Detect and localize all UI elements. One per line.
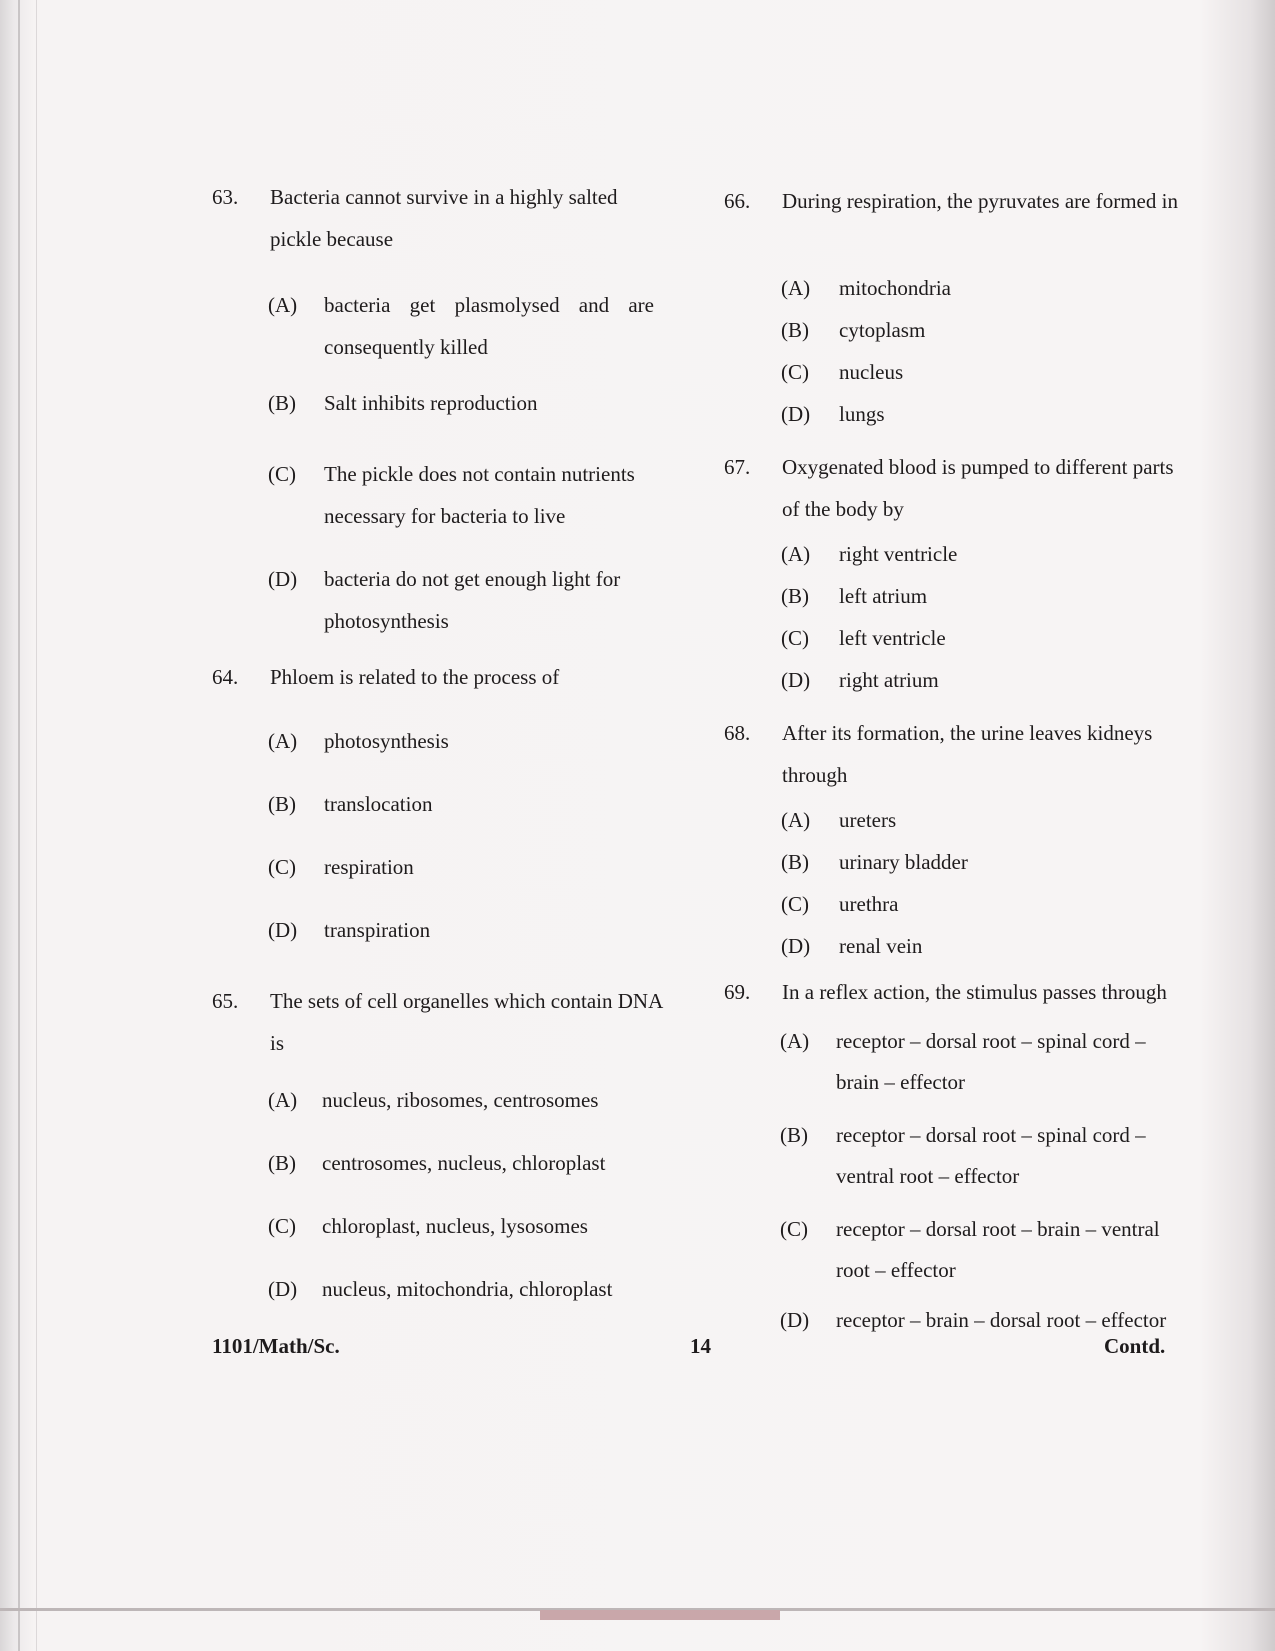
question-text: After its formation, the urine leaves kidneys through [782, 721, 1153, 787]
option-label: (B) [268, 792, 296, 816]
option-label: (C) [268, 1214, 296, 1238]
option-label: (B) [268, 391, 296, 415]
option-label: (D) [268, 1277, 298, 1301]
option-text: receptor – brain – dorsal root – effector [836, 1308, 1167, 1332]
option-label: (C) [780, 1217, 808, 1241]
option-text: receptor – dorsal root – spinal cord – ventral root – effector [836, 1123, 1146, 1188]
option-label: (D) [781, 668, 811, 692]
option-label: (B) [780, 1123, 808, 1147]
option-text: centrosomes, nucleus, chloroplast [322, 1151, 606, 1175]
option-text: renal vein [839, 934, 923, 958]
question-text: During respiration, the pyruvates are formed in [782, 189, 1178, 213]
page-edge [18, 0, 20, 1651]
option-text: bacteria get plasmolysed and are consequently killed [324, 293, 654, 359]
question-number: 69. [724, 980, 751, 1004]
option-text: urethra [839, 892, 899, 916]
option-label: (D) [268, 567, 298, 591]
option-label: (A) [781, 542, 811, 566]
option-text: receptor – dorsal root – brain – ventral root – effector [836, 1217, 1160, 1282]
option-label: (A) [781, 808, 811, 832]
question-number: 68. [724, 721, 751, 745]
option-label: (B) [781, 318, 809, 342]
option-label: (C) [268, 462, 296, 486]
option-label: (D) [780, 1308, 810, 1332]
question-text: In a reflex action, the stimulus passes through [782, 980, 1167, 1004]
option-text: translocation [324, 792, 433, 816]
option-label: (A) [268, 293, 298, 317]
page-edge [36, 0, 37, 1651]
option-text: nucleus, ribosomes, centrosomes [322, 1088, 599, 1112]
option-text: photosynthesis [324, 729, 449, 753]
question-text: The sets of cell organelles which contain DNA is [270, 989, 663, 1055]
option-text: Salt inhibits reproduction [324, 391, 538, 415]
footer-contd: Contd. [1104, 1334, 1166, 1358]
question-number: 63. [212, 185, 239, 209]
option-label: (B) [781, 850, 809, 874]
option-label: (A) [268, 1088, 298, 1112]
question-text: Oxygenated blood is pumped to different parts of the body by [782, 455, 1174, 521]
option-label: (C) [268, 855, 296, 879]
question-text: Bacteria cannot survive in a highly salted pickle because [270, 185, 618, 251]
option-text: left ventricle [839, 626, 946, 650]
option-text: mitochondria [839, 276, 951, 300]
option-text: receptor – dorsal root – spinal cord – brain – effector [836, 1029, 1146, 1094]
question-number: 64. [212, 665, 239, 689]
option-text: ureters [839, 808, 897, 832]
page-number: 14 [690, 1334, 711, 1358]
question-number: 66. [724, 189, 751, 213]
option-text: nucleus, mitochondria, chloroplast [322, 1277, 613, 1301]
option-text: chloroplast, nucleus, lysosomes [322, 1214, 588, 1238]
option-label: (A) [781, 276, 811, 300]
option-label: (A) [780, 1029, 810, 1053]
page-bottom-shade [540, 1610, 780, 1620]
option-text: cytoplasm [839, 318, 926, 342]
question-number: 67. [724, 455, 751, 479]
option-text: right atrium [839, 668, 939, 692]
option-text: urinary bladder [839, 850, 968, 874]
option-text: left atrium [839, 584, 928, 608]
option-label: (B) [268, 1151, 296, 1175]
question-text: Phloem is related to the process of [270, 665, 560, 689]
option-text: The pickle does not contain nutrients necessary for bacteria to live [324, 462, 635, 528]
option-label: (C) [781, 360, 809, 384]
option-label: (B) [781, 584, 809, 608]
option-text: lungs [839, 402, 885, 426]
option-label: (C) [781, 892, 809, 916]
option-label: (A) [268, 729, 298, 753]
option-text: bacteria do not get enough light for photosynthesis [324, 567, 621, 633]
option-text: nucleus [839, 360, 904, 384]
option-label: (D) [268, 918, 298, 942]
option-text: respiration [324, 855, 414, 879]
option-label: (D) [781, 402, 811, 426]
option-label: (C) [781, 626, 809, 650]
footer-code: 1101/Math/Sc. [212, 1334, 340, 1358]
question-number: 65. [212, 989, 239, 1013]
option-text: transpiration [324, 918, 431, 942]
option-label: (D) [781, 934, 811, 958]
option-text: right ventricle [839, 542, 958, 566]
